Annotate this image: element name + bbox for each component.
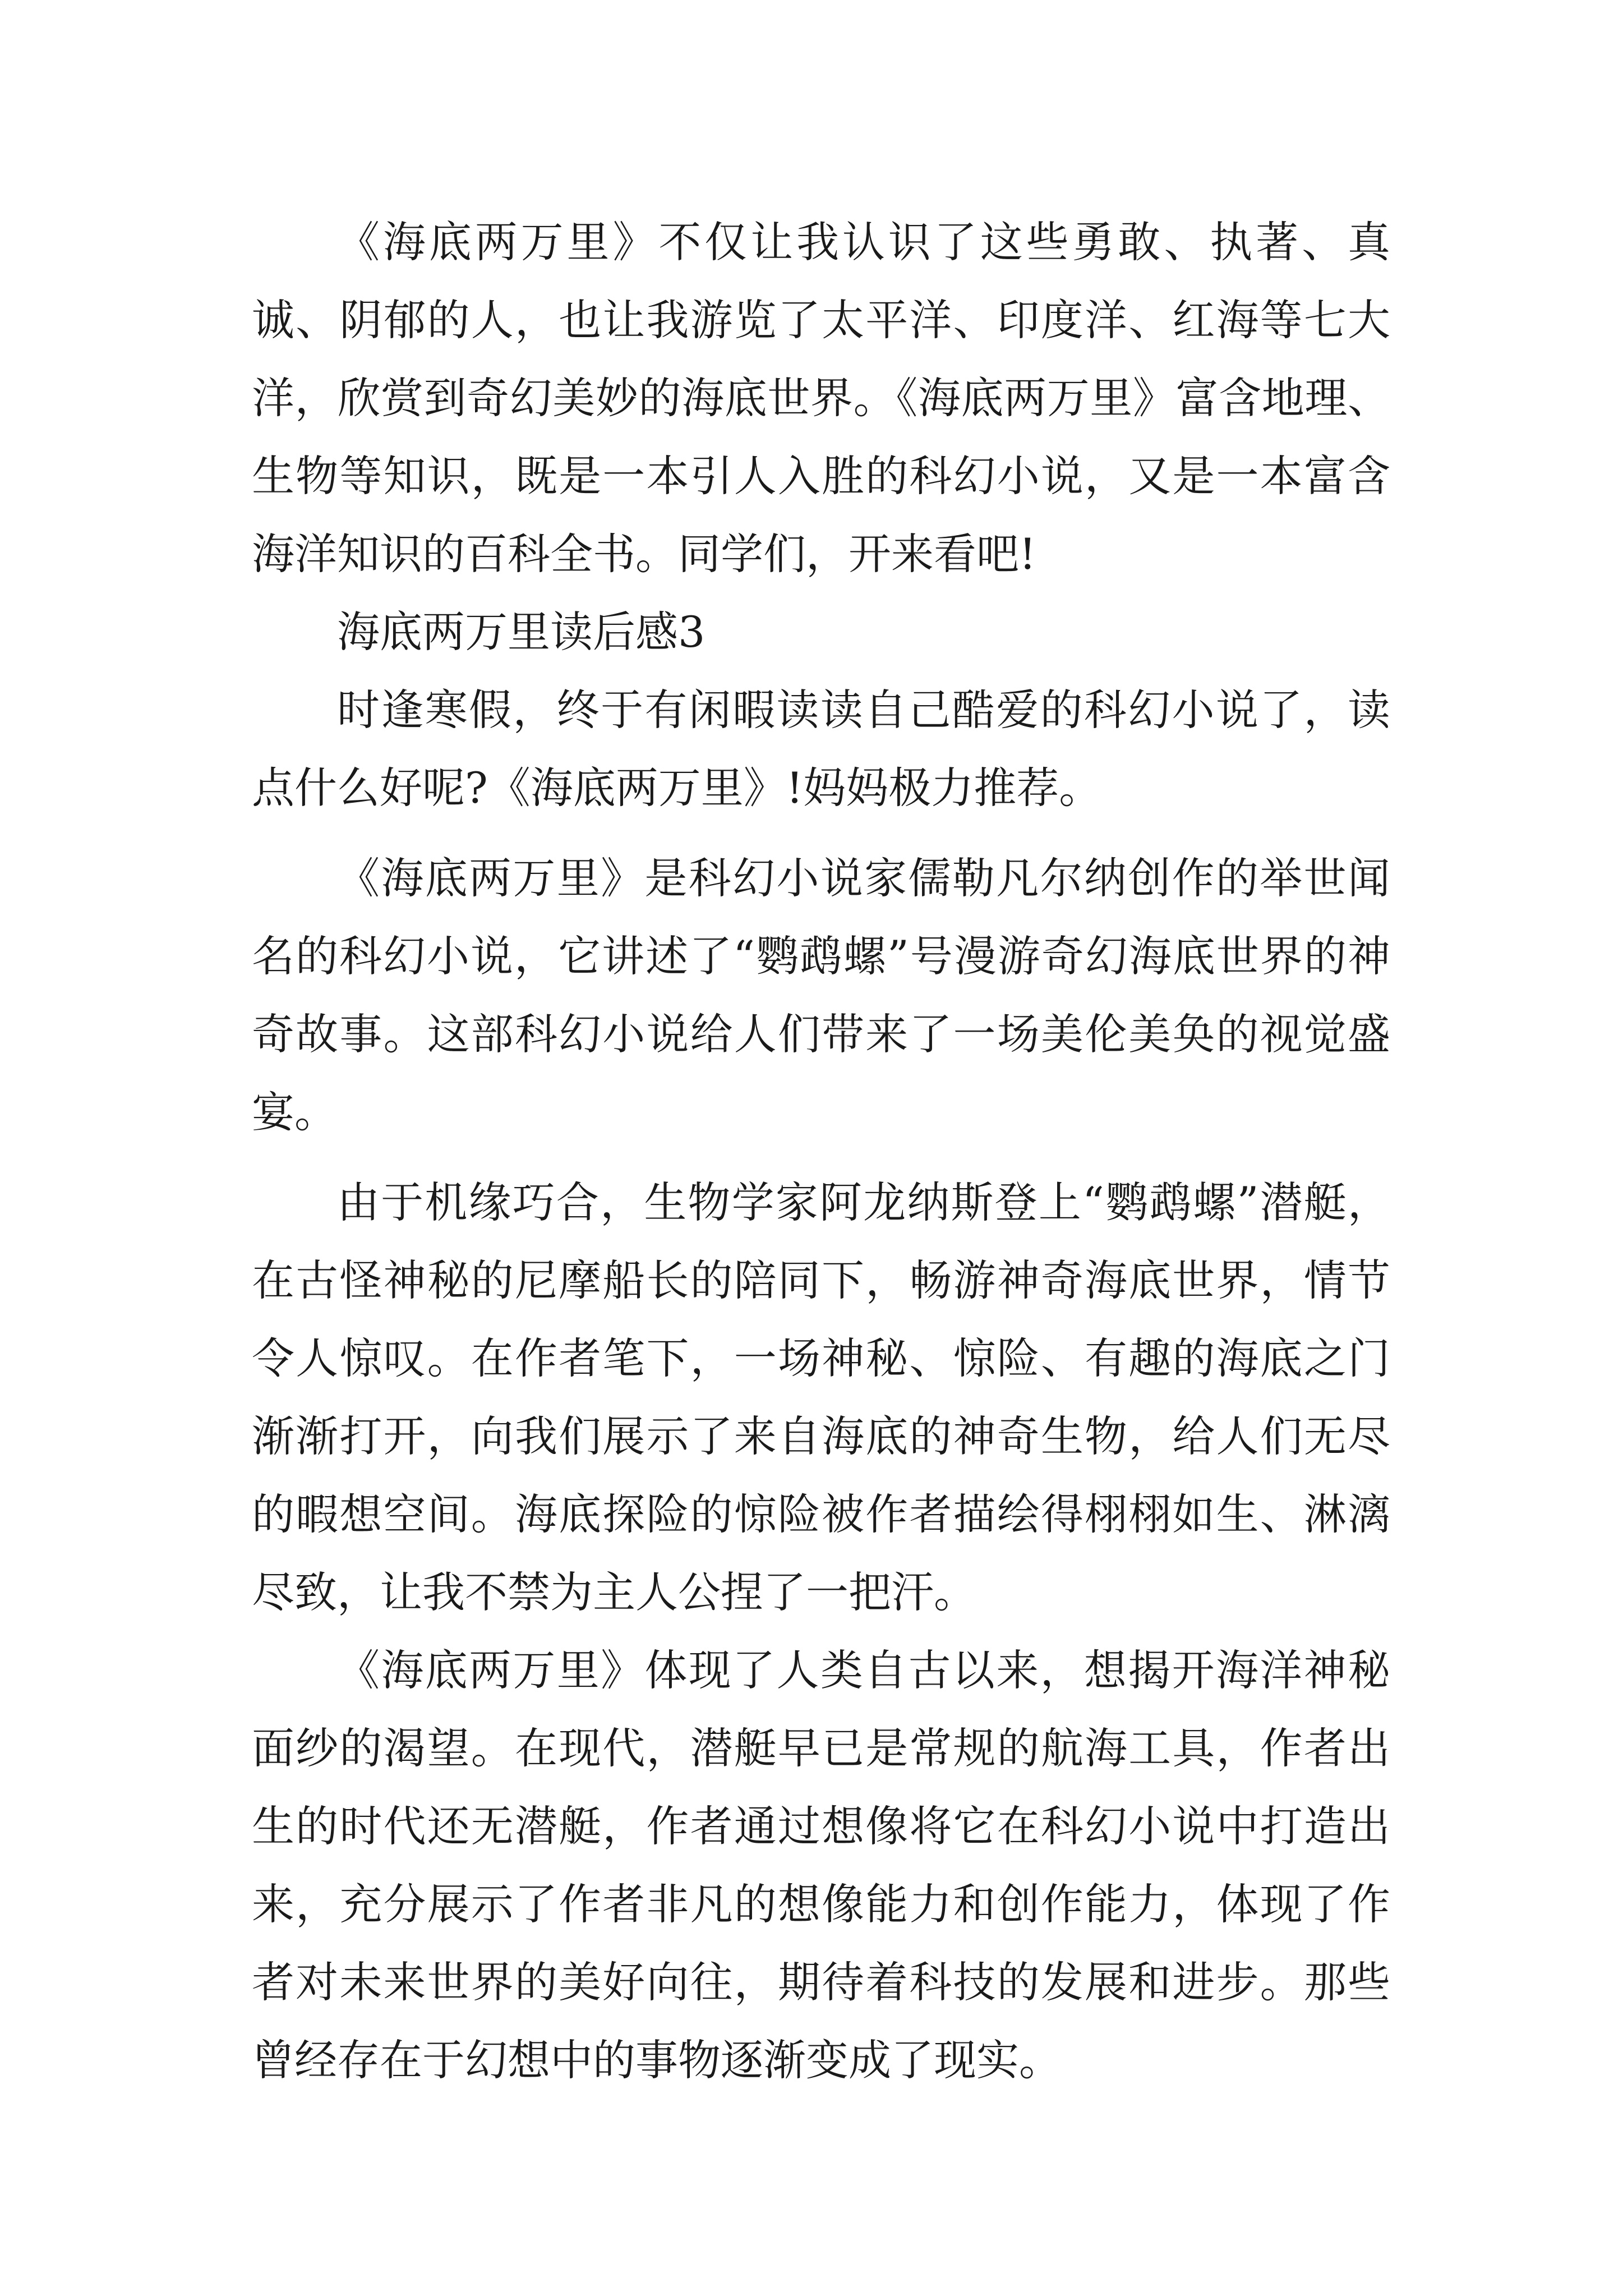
paragraph-intro-summary: 《海底两万里》不仅让我认识了这些勇敢、执著、真诚、阴郁的人，也让我游览了太平洋、印度洋、红海等七大洋，欣赏到奇幻美妙的海底世界。《海底两万里》富含地理、生物等知识，既是一本引人入胜的科幻小说，又是一本富含海洋知识的百科全书。同学们，开来看吧! <box>252 217 1390 579</box>
section-heading: 海底两万里读后感3 <box>337 607 706 657</box>
paragraph-plot: 由于机缘巧合，生物学家阿龙纳斯登上“鹦鹉螺”潜艇，在古怪神秘的尼摩船长的陪同下，畅游神奇海底世界，情节令人惊叹。在作者笔下，一场神秘、惊险、有趣的海底之门渐渐打开，向我们展示了来自海底的神奇生物，给人们无尽的暇想空间。海底探险的惊险被作者描绘得栩栩如生、淋漓尽致，让我不禁为主人公捏了一把汗。 <box>252 1177 1390 1617</box>
document-body <box>252 203 1390 2099</box>
paragraph-book-intro: 《海底两万里》是科幻小说家儒勒凡尔纳创作的举世闻名的科幻小说，它讲述了“鹦鹉螺”号漫游奇幻海底世界的神奇故事。这部科幻小说给人们带来了一场美伦美奂的视觉盛宴。 <box>252 853 1390 1137</box>
paragraph-winter-break: 时逢寒假，终于有闲暇读读自己酷爱的科幻小说了，读点什么好呢?《海底两万里》!妈妈极力推荐。 <box>252 685 1390 813</box>
paragraph-reflection: 《海底两万里》体现了人类自古以来，想揭开海洋神秘面纱的渴望。在现代，潜艇早已是常规的航海工具，作者出生的时代还无潜艇，作者通过想像将它在科幻小说中打造出来，充分展示了作者非凡的想像能力和创作能力，体现了作者对未来世界的美好向往，期待着科技的发展和进步。那些曾经存在于幻想中的事物逐渐变成了现实。 <box>252 1645 1390 2085</box>
